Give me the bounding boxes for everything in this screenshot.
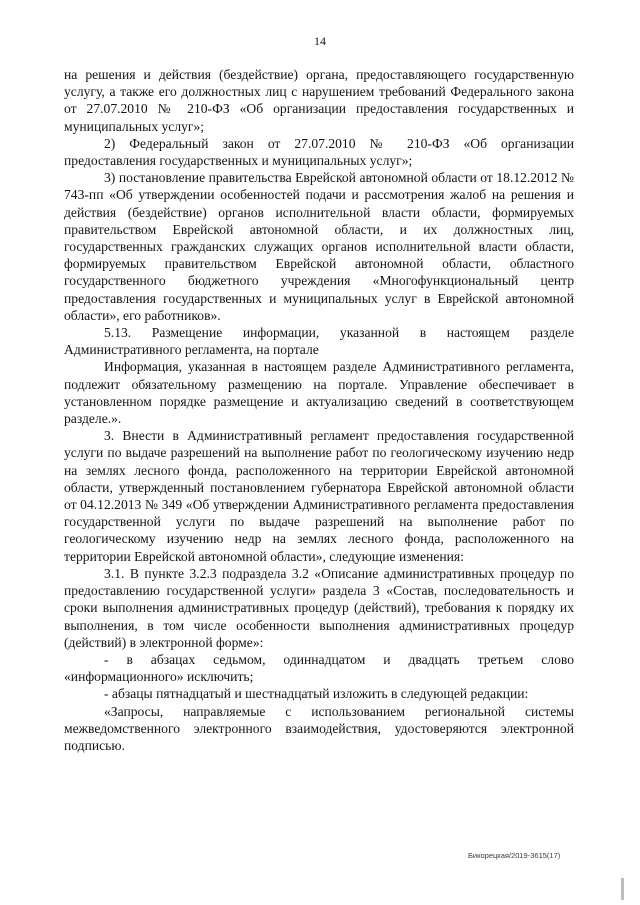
paragraph: Информация, указанная в настоящем разделе Административного регламента, подлежит обязательному размещению на портале. Управление обеспечивает в установленном порядке размещение и актуализацию сведений в соответствующем разделе.». [64, 359, 574, 427]
paragraph: 3.1. В пункте 3.2.3 подраздела 3.2 «Описание административных процедур по предоставлению государственной услуги» раздела 3 «Состав, последовательность и сроки выполнения административных процедур (действий), требования к порядку их выполнения, в том числе особенности выполнения административных процедур (действий) в электронной форме»: [64, 565, 574, 650]
paragraph: 2) Федеральный закон от 27.07.2010 № 210-ФЗ «Об организации предоставления государственных и муниципальных услуг»; [64, 135, 574, 169]
scan-edge-mark [621, 878, 624, 900]
paragraph: 3) постановление правительства Еврейской автономной области от 18.12.2012 № 743-пп «Об утверждении особенностей подачи и рассмотрения жалоб на решения и действия (бездействие) органов исполнительной власти области, формируемых правительством Еврейской автономной области, и их должностных лиц, государственных гражданских служащих органов исполнительной власти области, формируемых правительством Еврейской автономной области, областного государственного бюджетного учреждения «Многофункциональный центр предоставления государственных и муниципальных услуг в Еврейской автономной области», его работников». [64, 170, 574, 323]
paragraph: «Запросы, направляемые с использованием региональной системы межведомственного электронного взаимодействия, удостоверяются электронной подписью. [64, 703, 574, 753]
paragraph: на решения и действия (бездействие) органа, предоставляющего государственную услугу, а также его должностных лиц с нарушением требований Федерального закона от 27.07.2010 № 210-ФЗ «Об организации предоставления государственных и муниципальных услуг»; [64, 67, 574, 134]
document-footer-code: Бикорецкая/2019-3615(17) [468, 851, 561, 860]
paragraph: 5.13. Размещение информации, указанной в настоящем разделе Административного регламента, на портале [64, 325, 574, 358]
paragraph: 3. Внести в Административный регламент предоставления государственной услуги по выдаче разрешений на выполнение работ по геологическому изучению недр на землях лесного фонда, расположенного на территории Еврейской автономной области, утвержденный постановлением губернатора Еврейской автономной области от 04.12.2013 № 349 «Об утверждении Административного регламента предоставления государственной услуги по выдаче разрешений на выполнение работ по геологическому изучению недр на землях лесного фонда, расположенного на территории Еврейской автономной области», следующие изменения: [64, 428, 574, 564]
page-number: 14 [314, 34, 326, 48]
paragraph: - в абзацах седьмом, одиннадцатом и двадцать третьем слово «информационного» исключить; [64, 651, 574, 685]
document-body [64, 66, 574, 754]
paragraph: - абзацы пятнадцатый и шестнадцатый изложить в следующей редакции: [104, 686, 529, 702]
